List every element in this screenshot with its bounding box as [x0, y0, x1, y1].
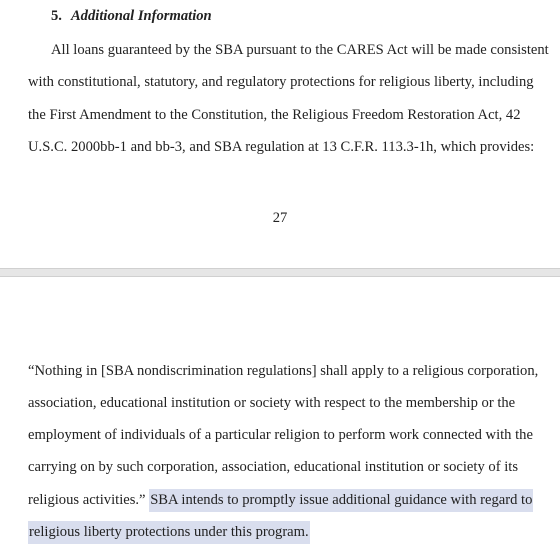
selected-text[interactable]: religious liberty protections under this program. [28, 521, 310, 544]
section-title: Additional Information [70, 8, 212, 24]
quote-end-text: religious activities.” [28, 492, 150, 508]
document-page-28 [0, 277, 560, 557]
section-number: 5. [51, 8, 62, 24]
paragraph-line: the First Amendment to the Constitution, the Religious Freedom Restoration Act, 42 [28, 107, 521, 123]
selected-text-line[interactable] [28, 523, 310, 541]
page-separator [0, 268, 560, 277]
quote-line-final[interactable] [28, 491, 533, 509]
section-heading [51, 7, 212, 25]
paragraph-line: All loans guaranteed by the SBA pursuant to the CARES Act will be made consistent [51, 42, 549, 58]
quote-line: association, educational institution or society with respect to the membership or the [28, 395, 516, 411]
document-page-27 [0, 0, 560, 268]
quote-line: carrying on by such corporation, association, educational institution or society of its [28, 459, 518, 475]
paragraph-line: with constitutional, statutory, and regulatory protections for religious liberty, including [28, 74, 534, 90]
quote-line: “Nothing in [SBA nondiscrimination regulations] shall apply to a religious corporation, [28, 363, 539, 379]
page-number: 27 [272, 210, 288, 226]
selected-text[interactable]: SBA intends to promptly issue additional guidance with regard to [149, 489, 533, 512]
paragraph-line: U.S.C. 2000bb-1 and bb-3, and SBA regulation at 13 C.F.R. 113.3-1h, which provides: [28, 139, 535, 155]
quote-line: employment of individuals of a particular religion to perform work connected with the [28, 427, 533, 443]
